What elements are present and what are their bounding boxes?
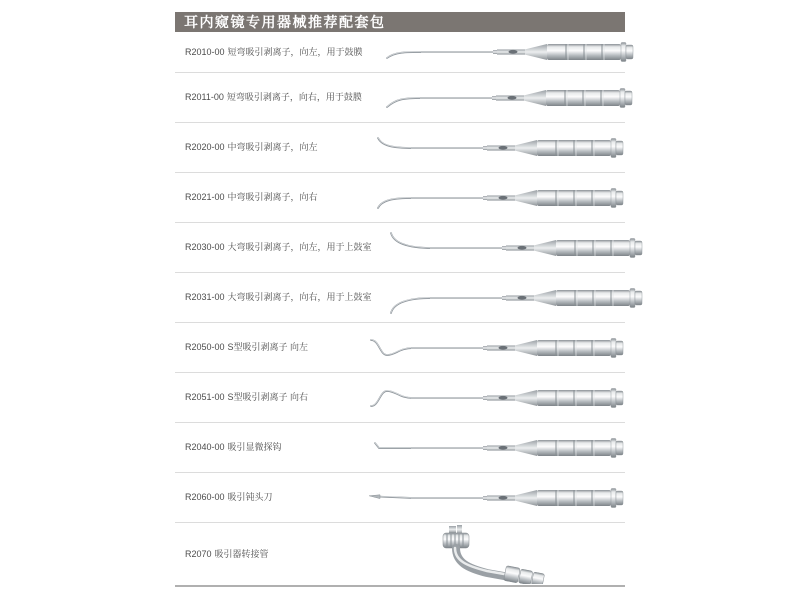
- catalog-page: [175, 12, 625, 587]
- instrument-row: [175, 73, 625, 123]
- instrument-illustration: [345, 173, 625, 222]
- instrument-illustration: [345, 123, 625, 172]
- instrument-name: S型吸引剥离子 向左: [227, 342, 309, 352]
- model-number: R2050-00: [185, 342, 225, 352]
- instrument-row: [175, 123, 625, 173]
- instrument-name: 短弯吸引剥离子，向左，用于鼓膜: [227, 46, 363, 57]
- instrument-name: 中弯吸引剥离子，向左: [227, 142, 318, 152]
- instrument-illustration: [345, 373, 625, 422]
- instrument-row: [175, 273, 625, 323]
- instrument-row: [175, 173, 625, 223]
- instrument-row: [175, 373, 625, 423]
- instrument-name: 大弯吸引剥离子，向左，用于上鼓室: [227, 242, 372, 252]
- instrument-illustration: [345, 323, 625, 372]
- model-number: R2040-00: [185, 442, 225, 452]
- instrument-label: [175, 442, 345, 453]
- instrument-name: 吸引器转接管: [214, 548, 269, 559]
- instrument-name: S型吸引剥离子 向右: [227, 392, 309, 402]
- model-number: R2051-00: [185, 392, 225, 402]
- model-number: R2060-00: [185, 492, 225, 502]
- model-number: R2021-00: [185, 192, 225, 202]
- instrument-illustration: [372, 223, 644, 272]
- instrument-label: [175, 549, 345, 560]
- instrument-illustration: [345, 523, 625, 585]
- instrument-row: [175, 323, 625, 373]
- instrument-illustration: [363, 32, 635, 72]
- instrument-label: [175, 342, 345, 353]
- model-number: R2030-00: [185, 242, 225, 252]
- instrument-label: [175, 492, 345, 503]
- instrument-name: 吸引钝头刀: [227, 492, 273, 502]
- instrument-row: [175, 523, 625, 587]
- instrument-illustration: [362, 73, 634, 122]
- model-number: R2020-00: [185, 142, 225, 152]
- instrument-row: [175, 473, 625, 523]
- instrument-row: [175, 423, 625, 473]
- instrument-row: [175, 223, 625, 273]
- instrument-illustration: [345, 473, 625, 522]
- model-number: R2010-00: [185, 46, 225, 57]
- page-title-bar: [175, 12, 625, 32]
- instrument-name: 短弯吸引剥离子，向右，用于鼓膜: [226, 92, 362, 102]
- instrument-label: [175, 242, 372, 253]
- instrument-label: [175, 92, 362, 103]
- instrument-label: [175, 192, 345, 203]
- instrument-row: [175, 32, 625, 73]
- instrument-illustration: [372, 273, 644, 322]
- model-number: R2011-00: [185, 92, 224, 102]
- instrument-label: [175, 292, 372, 303]
- instrument-label: [175, 392, 345, 403]
- model-number: R2070: [185, 548, 212, 559]
- instrument-name: 中弯吸引剥离子，向右: [227, 192, 318, 202]
- page-title: 耳内窥镜专用器械推荐配套包: [184, 14, 386, 30]
- instrument-name: 大弯吸引剥离子，向右，用于上鼓室: [227, 292, 372, 302]
- instrument-label: [175, 142, 345, 153]
- model-number: R2031-00: [185, 292, 225, 302]
- instrument-name: 吸引显微探钩: [227, 442, 282, 452]
- instrument-illustration: [345, 423, 625, 472]
- instrument-label: [175, 47, 363, 58]
- instrument-list: [175, 32, 625, 587]
